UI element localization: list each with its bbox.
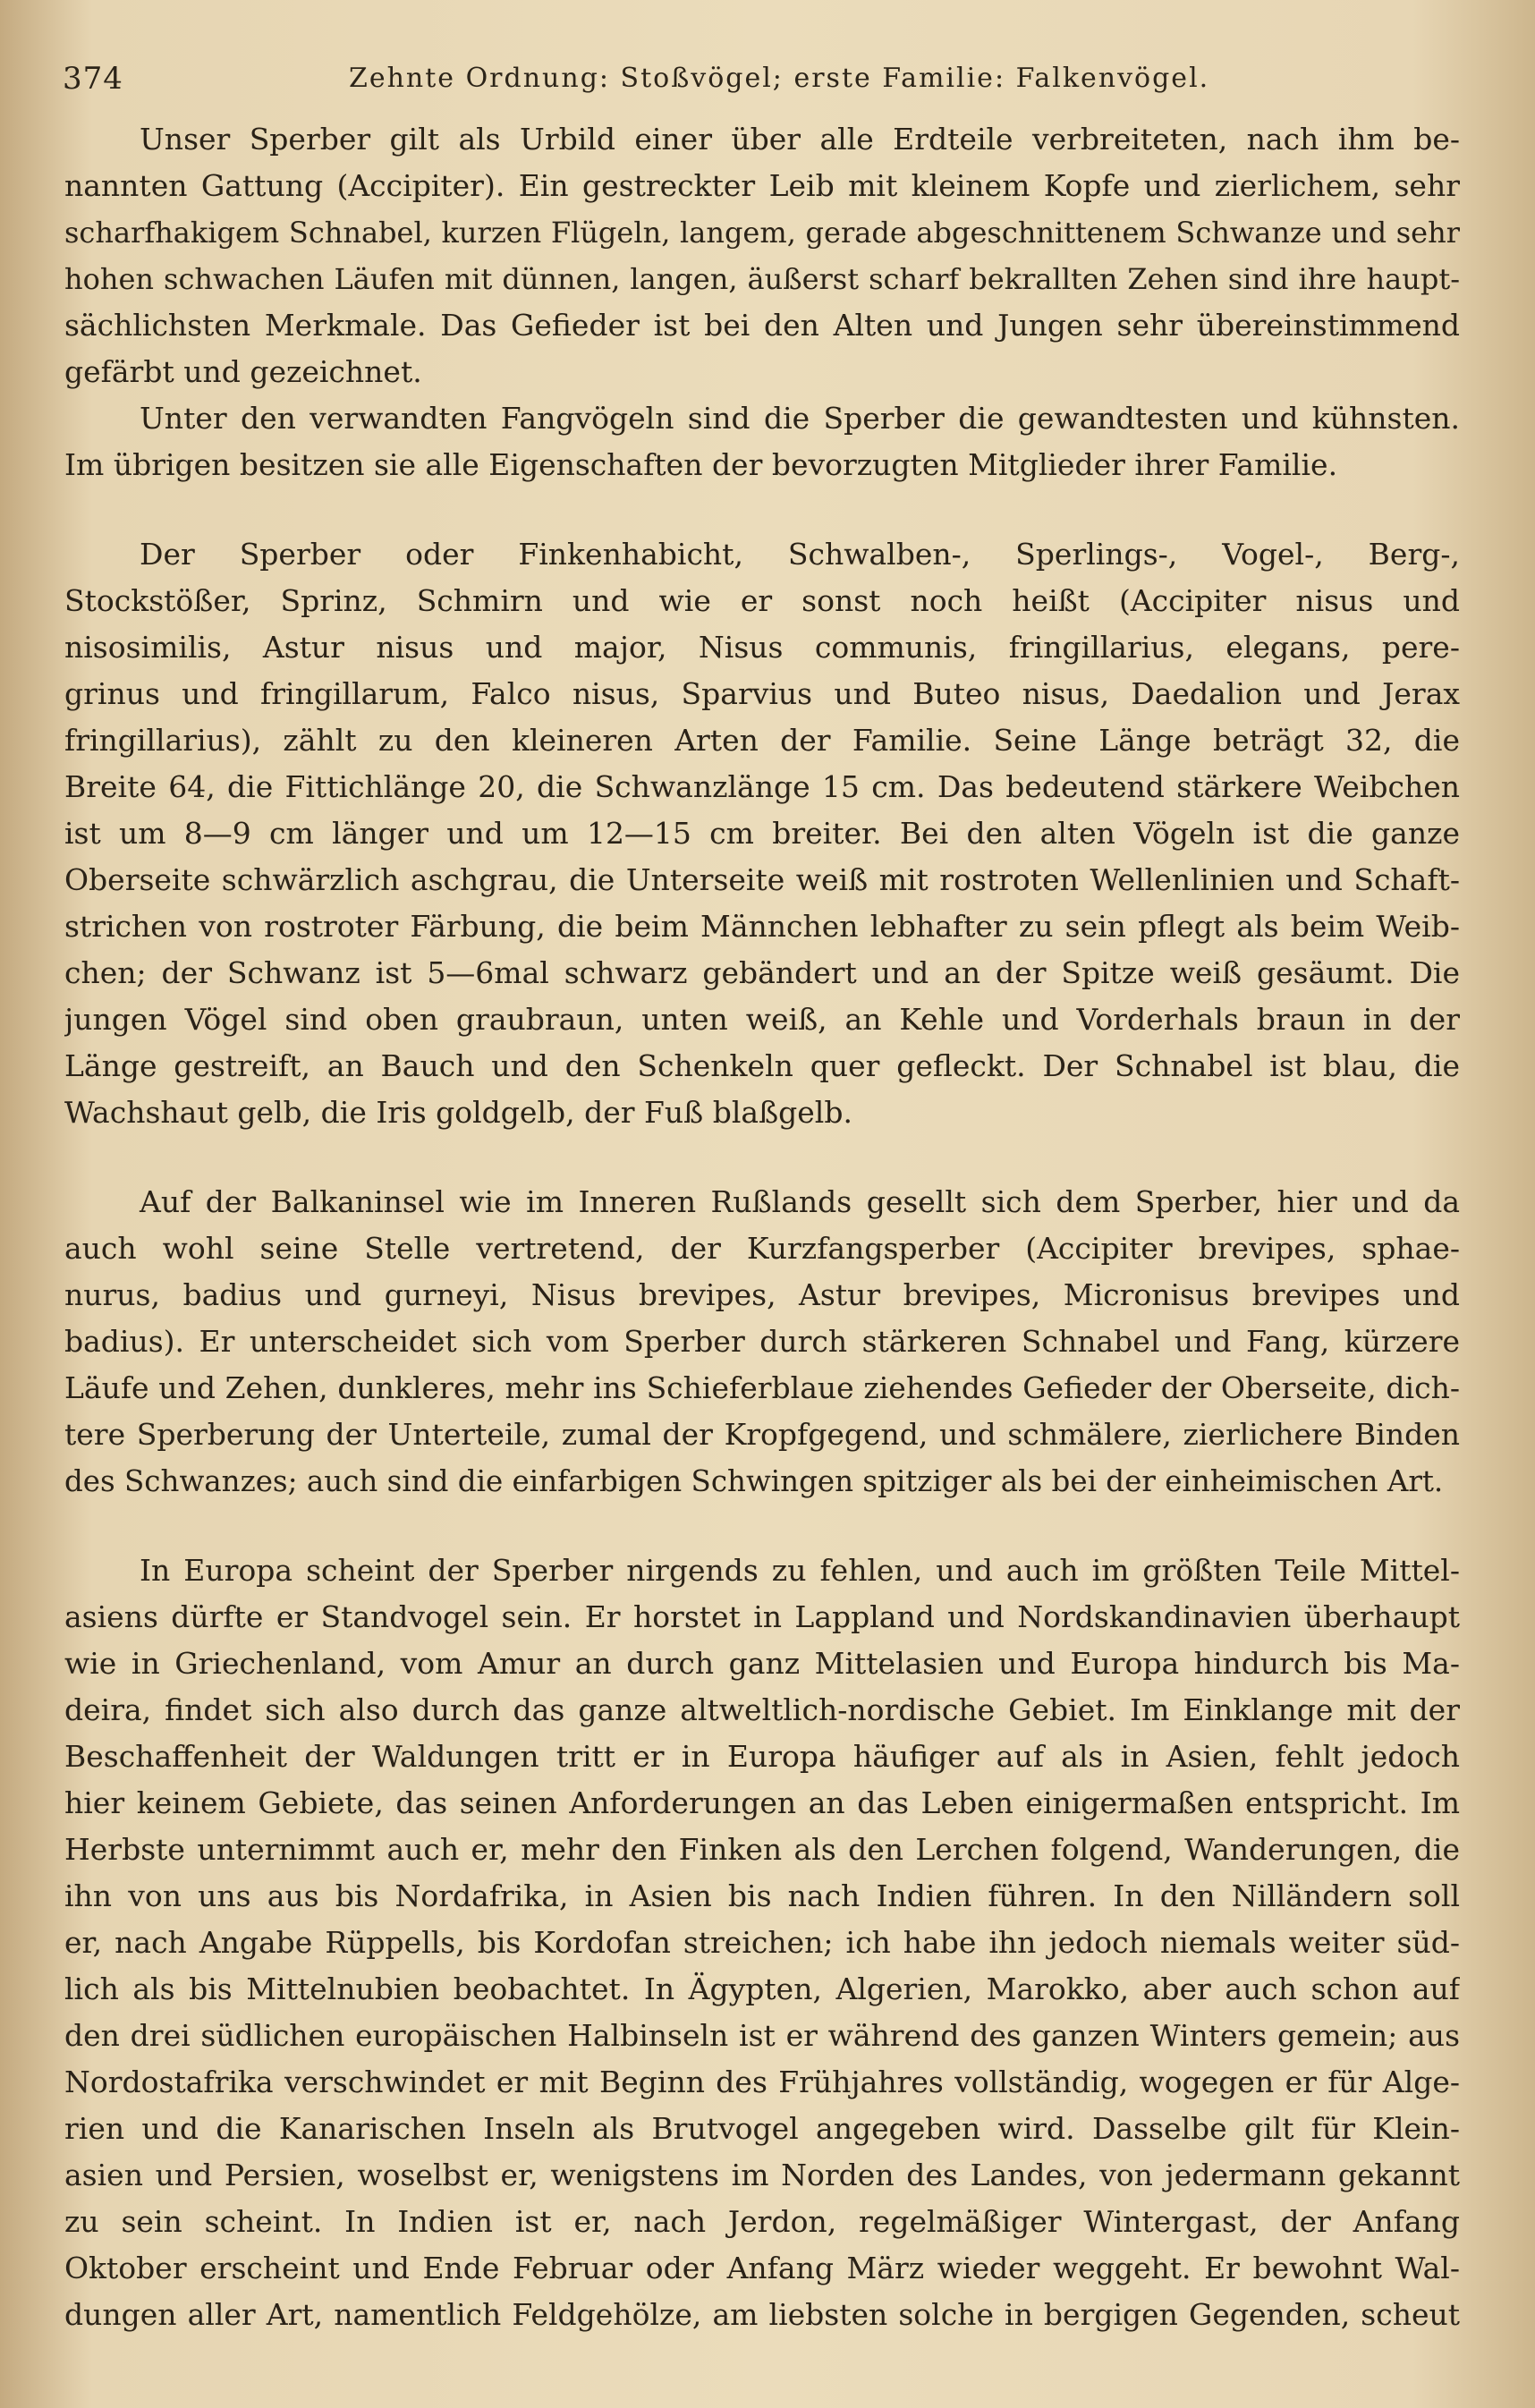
paragraph-verbreitung	[64, 1547, 1460, 2338]
text-line: rien und die Kanarischen Inseln als Brutvogel angegeben wird. Dasselbe gilt für Klein-	[64, 2111, 1460, 2146]
text-line: chen; der Schwanz ist 5—6mal schwarz gebändert und an der Spitze weiß gesäumt. Die	[64, 955, 1460, 990]
text-line: In Europa scheint der Sperber nirgends zu fehlen, und auch im größten Teile Mittel-	[140, 1553, 1460, 1588]
text-line: Unser Sperber gilt als Urbild einer über alle Erdteile verbreiteten, nach ihm be-	[140, 122, 1460, 157]
text-line: grinus und fringillarum, Falco nisus, Sparvius und Buteo nisus, Daedalion und Jerax	[64, 676, 1460, 711]
text-line: Oberseite schwärzlich aschgrau, die Unterseite weiß mit rostroten Wellenlinien und Schaft-	[64, 862, 1460, 897]
text-line: er, nach Angabe Rüppells, bis Kordofan streichen; ich habe ihn jedoch niemals weiter süd-	[64, 1925, 1460, 1960]
paragraph-sperber-genus	[64, 116, 1460, 395]
paragraph-gap	[64, 1136, 1460, 1179]
text-line: scharfhakigem Schnabel, kurzen Flügeln, langem, gerade abgeschnittenem Schwanze und sehr	[64, 216, 1460, 250]
text-line: hohen schwachen Läufen mit dünnen, langen, äußerst scharf bekrallten Zehen sind ihre haupt-	[64, 262, 1460, 296]
text-line: wie in Griechenland, vom Amur an durch ganz Mittelasien und Europa hindurch bis Ma-	[64, 1646, 1460, 1681]
paragraph-finkenhabicht	[64, 531, 1460, 1136]
paragraph-fangvoegel	[64, 395, 1460, 488]
text-line: deira, findet sich also durch das ganze altweltlich-nordische Gebiet. Im Einklange mit der	[64, 1692, 1460, 1727]
running-title: Zehnte Ordnung: Stoßvögel; erste Familie: Falkenvögel.	[349, 63, 1210, 94]
text-line: Läufe und Zehen, dunkleres, mehr ins Schieferblaue ziehendes Gefieder der Oberseite, dich-	[64, 1370, 1460, 1405]
text-line: sächlichsten Merkmale. Das Gefieder ist bei den Alten und Jungen sehr übereinstimmend	[64, 308, 1460, 343]
text-line: Herbste unternimmt auch er, mehr den Finken als den Lerchen folgend, Wanderungen, die	[64, 1832, 1460, 1867]
text-line: Oktober erscheint und Ende Februar oder Anfang März wieder weggeht. Er bewohnt Wal-	[64, 2251, 1460, 2285]
text-line: gefärbt und gezeichnet.	[64, 354, 422, 389]
text-line: badius). Er unterscheidet sich vom Sperber durch stärkeren Schnabel und Fang, kürzere	[64, 1324, 1460, 1359]
body-text	[64, 116, 1460, 2338]
text-line: Nordostafrika verschwindet er mit Beginn des Frühjahres vollständig, wogegen er für Alge-	[64, 2065, 1460, 2099]
text-line: Wachshaut gelb, die Iris goldgelb, der Fuß blaßgelb.	[64, 1095, 852, 1130]
text-line: hier keinem Gebiete, das seinen Anforderungen an das Leben einigermaßen entspricht. Im	[64, 1785, 1460, 1820]
text-line: asiens dürfte er Standvogel sein. Er horstet in Lappland und Nordskandinavien überhaupt	[64, 1599, 1460, 1634]
page-number: 374	[63, 61, 123, 97]
text-line: ihn von uns aus bis Nordafrika, in Asien bis nach Indien führen. In den Nilländern soll	[64, 1878, 1460, 1913]
text-line: nurus, badius und gurneyi, Nisus brevipes, Astur brevipes, Micronisus brevipes und	[64, 1277, 1460, 1312]
text-line: fringillarius), zählt zu den kleineren Arten der Familie. Seine Länge beträgt 32, die	[64, 723, 1460, 758]
text-line: nannten Gattung (Accipiter). Ein gestreckter Leib mit kleinem Kopfe und zierlichem, sehr	[64, 168, 1460, 203]
text-line: tere Sperberung der Unterteile, zumal der Kropfgegend, und schmälere, zierlichere Binden	[64, 1417, 1460, 1452]
text-line: lich als bis Mittelnubien beobachtet. In Ägypten, Algerien, Marokko, aber auch schon auf	[64, 1971, 1460, 2006]
text-line: den drei südlichen europäischen Halbinseln ist er während des ganzen Winters gemein; aus	[64, 2018, 1460, 2053]
text-line: jungen Vögel sind oben graubraun, unten weiß, an Kehle und Vorderhals braun in der	[64, 1002, 1460, 1037]
paragraph-kurzfangsperber	[64, 1179, 1460, 1505]
paragraph-gap	[64, 488, 1460, 531]
text-line: nisosimilis, Astur nisus und major, Nisus communis, fringillarius, elegans, pere-	[64, 630, 1460, 665]
text-line: auch wohl seine Stelle vertretend, der Kurzfangsperber (Accipiter brevipes, sphae-	[64, 1231, 1460, 1266]
text-line: Auf der Balkaninsel wie im Inneren Rußlands gesellt sich dem Sperber, hier und da	[140, 1184, 1460, 1219]
text-line: Im übrigen besitzen sie alle Eigenschaften der bevorzugten Mitglieder ihrer Familie.	[64, 447, 1338, 482]
text-line: Breite 64, die Fittichlänge 20, die Schwanzlänge 15 cm. Das bedeutend stärkere Weibchen	[64, 769, 1460, 804]
text-line: Der Sperber oder Finkenhabicht, Schwalben-, Sperlings-, Vogel-, Berg-,	[140, 537, 1460, 572]
text-line: Beschaffenheit der Waldungen tritt er in Europa häufiger auf als in Asien, fehlt jedoch	[64, 1739, 1460, 1774]
text-line: Unter den verwandten Fangvögeln sind die Sperber die gewandtesten und kühnsten.	[140, 401, 1460, 436]
text-line: ist um 8—9 cm länger und um 12—15 cm breiter. Bei den alten Vögeln ist die ganze	[64, 816, 1460, 851]
text-line: des Schwanzes; auch sind die einfarbigen Schwingen spitziger als bei der einheimischen Art.	[64, 1464, 1444, 1498]
text-line: dungen aller Art, namentlich Feldgehölze, am liebsten solche in bergigen Gegenden, scheut	[64, 2297, 1460, 2332]
text-line: zu sein scheint. In Indien ist er, nach Jerdon, regelmäßiger Wintergast, der Anfang	[64, 2204, 1460, 2239]
text-line: asien und Persien, woselbst er, wenigstens im Norden des Landes, von jedermann gekannt	[64, 2158, 1460, 2192]
paragraph-gap	[64, 1505, 1460, 1547]
text-line: strichen von rostroter Färbung, die beim Männchen lebhafter zu sein pflegt als beim Weib-	[64, 909, 1460, 944]
text-line: Stockstößer, Sprinz, Schmirn und wie er sonst noch heißt (Accipiter nisus und	[64, 583, 1460, 618]
text-line: Länge gestreift, an Bauch und den Schenkeln quer gefleckt. Der Schnabel ist blau, die	[64, 1048, 1460, 1083]
running-head	[63, 61, 1467, 106]
